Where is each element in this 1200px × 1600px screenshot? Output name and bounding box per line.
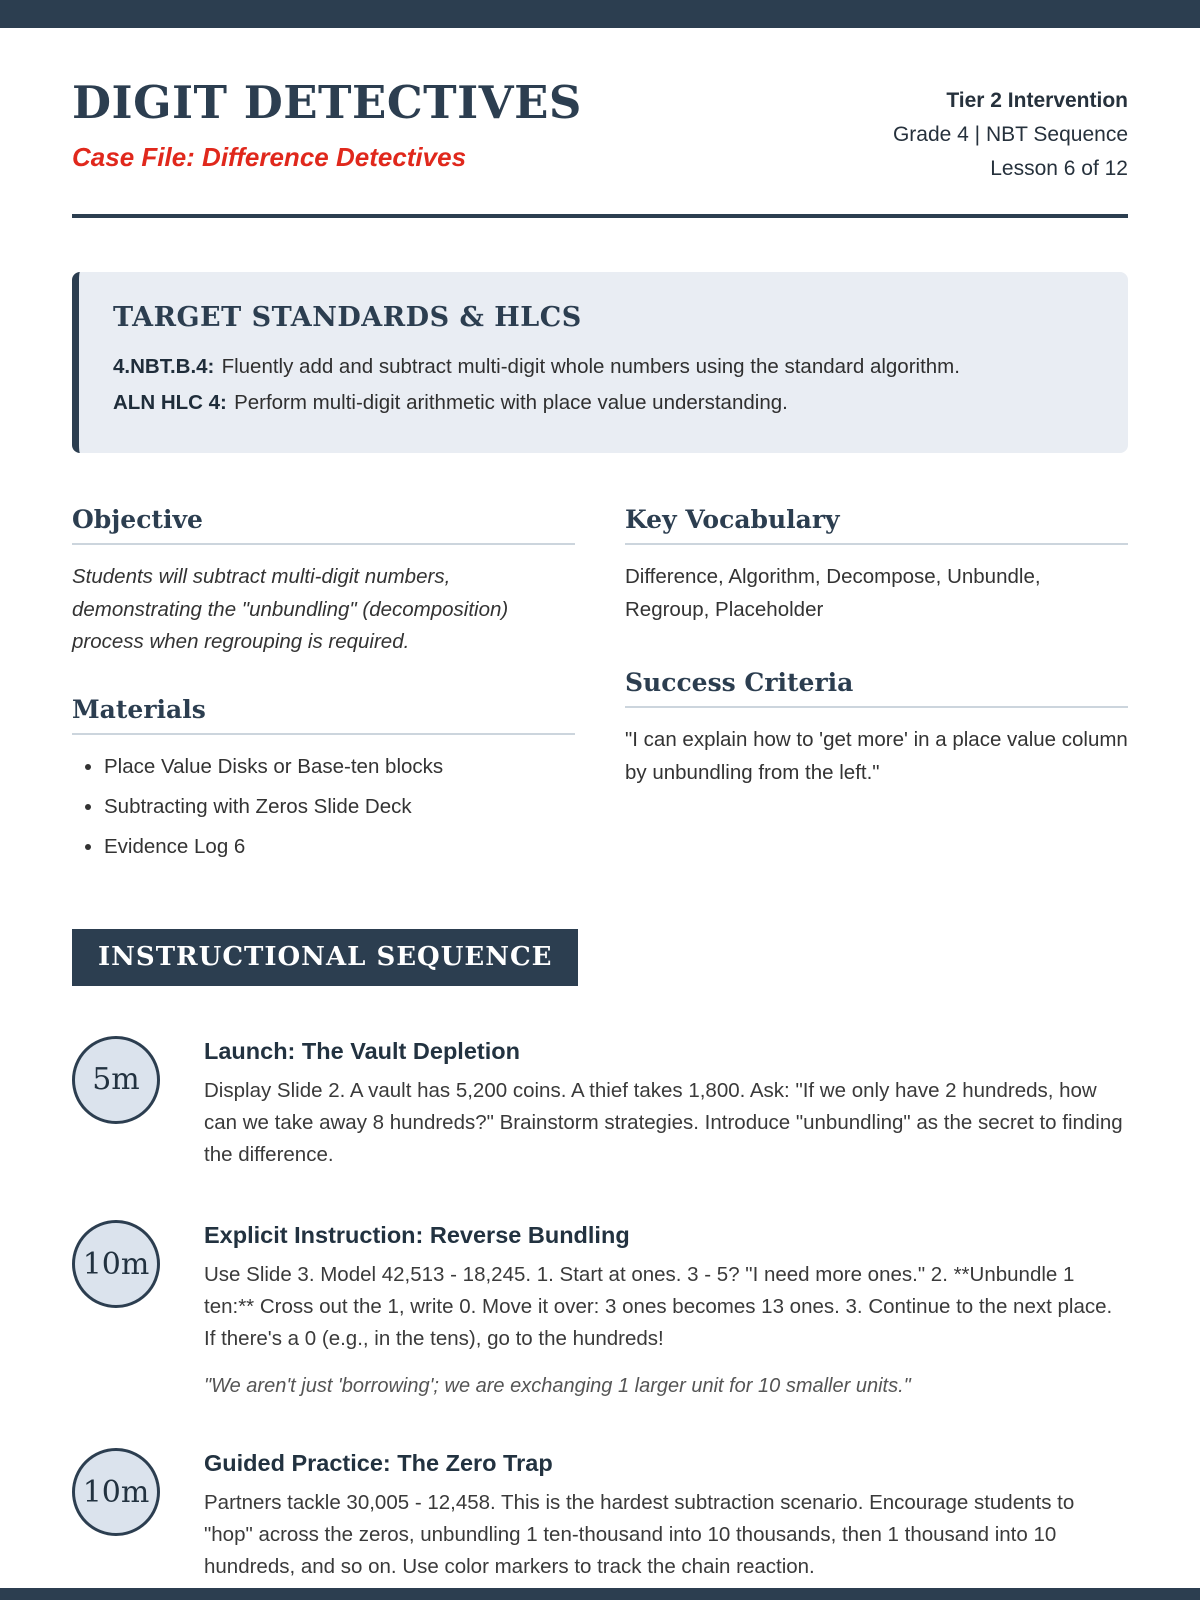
instructional-sequence-banner: INSTRUCTIONAL SEQUENCE [72, 929, 578, 986]
standard-text: Perform multi-digit arithmetic with place value understanding. [234, 390, 788, 414]
sequence-item-body [204, 1448, 1128, 1583]
sequence-item-guided-practice [72, 1448, 1128, 1583]
page-title: DIGIT DETECTIVES [72, 76, 582, 129]
standards-heading: TARGET STANDARDS & HLCS [113, 302, 582, 334]
standard-label: 4.NBT.B.4: [113, 355, 215, 379]
sequence-item-title: Guided Practice: The Zero Trap [204, 1450, 553, 1477]
sequence-item-quote: "We aren't just 'borrowing'; we are exchanging 1 larger unit for 10 smaller units." [204, 1375, 911, 1398]
header-left [72, 78, 582, 173]
header-divider [72, 214, 1128, 218]
materials-item: • Place Value Disks or Base-ten blocks [104, 751, 575, 784]
vocabulary-text: Difference, Algorithm, Decompose, Unbundle, Regroup, Placeholder [625, 564, 1041, 621]
page-content [0, 78, 1200, 1583]
header-meta [893, 78, 1128, 186]
top-accent-bar [0, 0, 1200, 28]
standard-line [113, 385, 1092, 421]
meta-lesson-number: Lesson 6 of 12 [990, 157, 1128, 181]
success-criteria-heading: Success Criteria [625, 668, 1128, 708]
sequence-item-title: Launch: The Vault Depletion [204, 1037, 520, 1064]
materials-block [72, 695, 575, 863]
success-criteria-block [625, 668, 1128, 790]
standard-label: ALN HLC 4: [113, 390, 227, 414]
left-column [72, 505, 575, 871]
materials-list [72, 751, 575, 863]
objective-block [72, 505, 575, 659]
objective-heading: Objective [72, 505, 575, 545]
time-badge: 5m [72, 1036, 160, 1124]
sequence-item-text: Display Slide 2. A vault has 5,200 coins. A thief takes 1,800. Ask: "If we only have 2 hundreds, how can we take away 8 hundreds?" Brainstorm strategies. Introduce "unbundling" as the secret to finding the difference. [204, 1078, 1123, 1166]
sequence-item-explicit-instruction [72, 1220, 1128, 1398]
sequence-item-launch [72, 1036, 1128, 1171]
vocabulary-heading: Key Vocabulary [625, 505, 1128, 545]
standard-line [113, 349, 1092, 385]
right-column [625, 505, 1128, 871]
standards-panel [72, 272, 1128, 453]
sequence-item-body [204, 1220, 1128, 1398]
success-criteria-text: "I can explain how to 'get more' in a place value column by unbundling from the left." [625, 728, 1128, 785]
sequence-item-text: Partners tackle 30,005 - 12,458. This is the hardest subtraction scenario. Encourage students to "hop" across the zeros, unbundling 1 ten-thousand into 10 thousands, then 1 thousand into 10 hundreds, and so on. Use color markers to track the chain reaction. [204, 1491, 1075, 1579]
page-subtitle: Case File: Difference Detectives [72, 141, 467, 172]
bottom-accent-bar [0, 1588, 1200, 1600]
sequence-item-body [204, 1036, 1128, 1171]
meta-tier: Tier 2 Intervention [946, 89, 1128, 112]
time-badge: 10m [72, 1448, 160, 1536]
details-columns [72, 505, 1128, 871]
meta-grade-sequence: Grade 4 | NBT Sequence [892, 123, 1128, 147]
materials-item: • Evidence Log 6 [104, 831, 575, 864]
vocabulary-block [625, 505, 1128, 627]
sequence-item-title: Explicit Instruction: Reverse Bundling [204, 1222, 630, 1249]
standard-text: Fluently add and subtract multi-digit whole numbers using the standard algorithm. [221, 355, 960, 379]
time-badge: 10m [72, 1220, 160, 1308]
page-header [72, 78, 1128, 186]
objective-text: Students will subtract multi-digit numbers, demonstrating the "unbundling" (decomposition) process when regrouping is required. [72, 564, 509, 654]
materials-item: • Subtracting with Zeros Slide Deck [104, 791, 575, 824]
materials-heading: Materials [72, 695, 575, 735]
sequence-item-text: Use Slide 3. Model 42,513 - 18,245. 1. Start at ones. 3 - 5? "I need more ones." 2. **Unbundle 1 ten:** Cross out the 1, write 0. Move it over: 3 ones becomes 13 ones. 3. Continue to the next place. If there's a 0 (e.g., in the tens), go to the hundreds! [204, 1263, 1113, 1351]
